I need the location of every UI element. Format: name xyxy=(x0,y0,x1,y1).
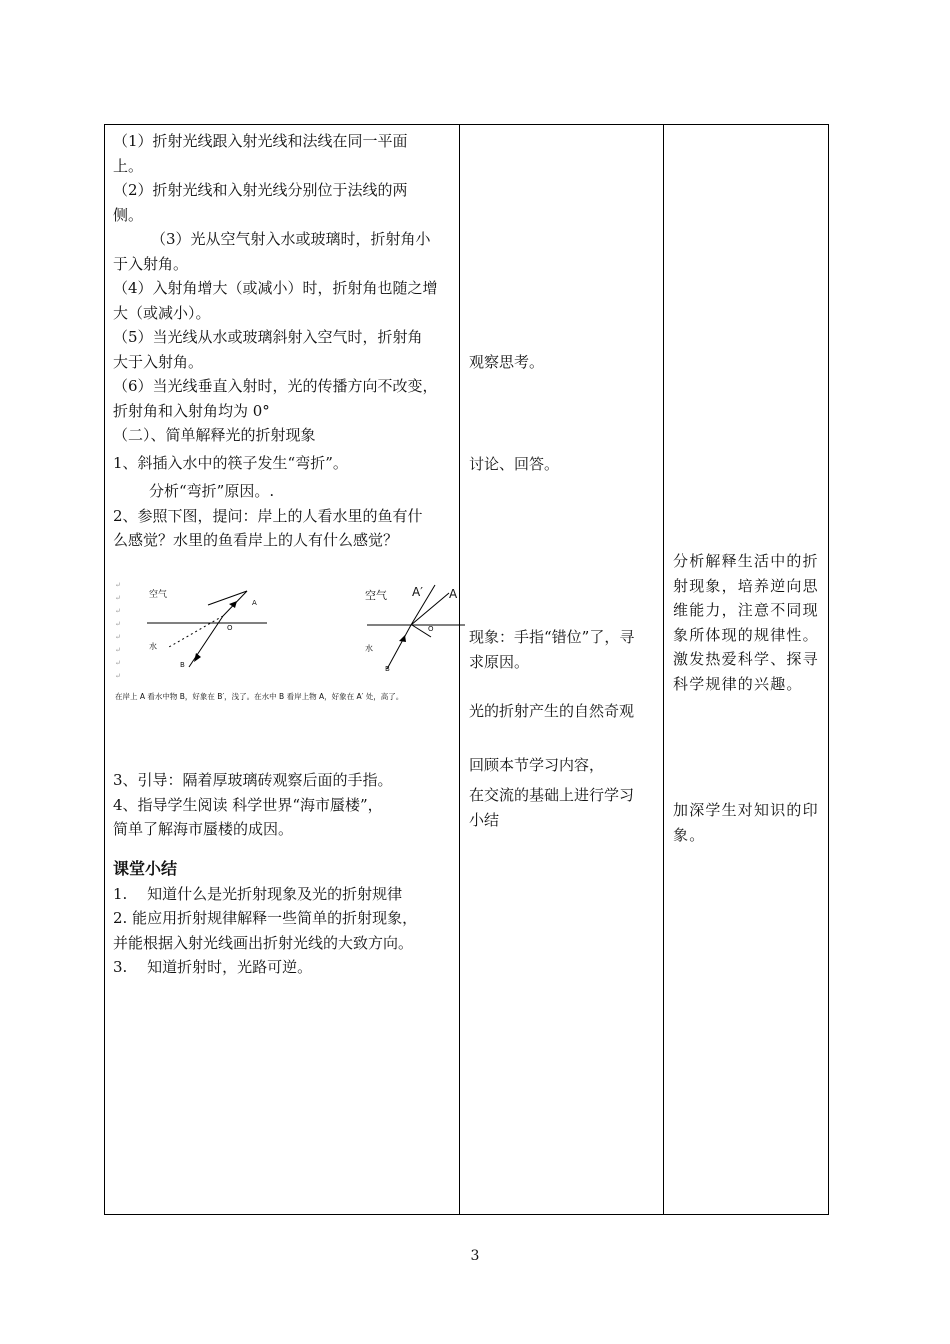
left-o-label: O xyxy=(227,624,233,632)
left-b-label: B xyxy=(180,661,185,669)
item-2-cont: 么感觉？水里的鱼看岸上的人有什么感觉？ xyxy=(113,531,399,549)
refraction-figure xyxy=(109,577,457,705)
paragraph-marks: ↵ ↵ ↵ ↵ ↵ ↵ ↵ ↵ xyxy=(115,581,121,680)
item-1: 1、斜插入水中的筷子发生“弯折”。 xyxy=(113,453,348,472)
item-4-cont: 简单了解海市蜃楼的成因。 xyxy=(113,820,294,838)
figure-caption: 在岸上 A 看水中物 B，好象在 B′，浅了。在水中 B 看岸上物 A，好象在 A′ 处，高了。 xyxy=(115,692,404,701)
rule-5: （5）当光线从水或玻璃斜射入空气时，折射角 xyxy=(113,328,423,346)
summary-item-2: 2. 能应用折射规律解释一些简单的折射现象， xyxy=(113,909,418,927)
item-4: 4、指导学生阅读 科学世界“海市蜃楼”， xyxy=(113,795,383,814)
rule-3-cont: 于入射角。 xyxy=(113,254,189,273)
right-a-prime-label: A′ xyxy=(412,585,423,599)
rule-6: （6）当光线垂直入射时，光的传播方向不改变， xyxy=(113,377,438,395)
activity-observe: 观察思考。 xyxy=(469,353,545,371)
rule-4-cont: 大（或减小）。 xyxy=(113,303,211,322)
activity-review-cont: 在交流的基础上进行学习 xyxy=(469,786,635,804)
activity-phenomenon-cont: 求原因。 xyxy=(469,653,530,671)
right-a-label: A xyxy=(449,587,458,601)
activity-review-cont2: 小结 xyxy=(469,811,500,829)
left-a-label: A xyxy=(252,599,257,607)
rule-1-cont: 上。 xyxy=(113,156,144,175)
right-air-label: 空气 xyxy=(365,589,387,602)
rule-6-cont: 折射角和入射角均为 0° xyxy=(113,401,270,420)
teaching-content-column xyxy=(105,125,459,1214)
rule-2-cont: 侧。 xyxy=(113,205,144,224)
section-heading: （二）、简单解释光的折射现象 xyxy=(113,426,316,444)
activity-phenomenon: 现象：手指“错位”了，寻 xyxy=(469,628,635,646)
rule-1: （1）折射光线跟入射光线和法线在同一平面 xyxy=(113,132,408,150)
intent-impression: 加深学生对知识的印象。 xyxy=(673,801,819,844)
right-water-label: 水 xyxy=(365,644,373,653)
activity-discuss: 讨论、回答。 xyxy=(469,455,560,473)
summary-item-3: 3. 知道折射时，光路可逆。 xyxy=(113,958,313,976)
student-activity-column xyxy=(459,125,663,1214)
activity-review: 回顾本节学习内容， xyxy=(469,756,605,774)
summary-title: 课堂小结 xyxy=(113,858,178,878)
lesson-table xyxy=(104,124,829,1215)
intent-analysis: 分析解释生活中的折射现象，培养逆向思维能力，注意不同现象所体现的规律性。激发热爱科学、探寻科学规律的兴趣。 xyxy=(673,552,819,693)
design-intent-column xyxy=(663,125,829,1214)
rule-5-cont: 大于入射角。 xyxy=(113,352,204,371)
rule-3: （3）光从空气射入水或玻璃时，折射角小 xyxy=(151,230,431,248)
left-water-label: 水 xyxy=(149,642,157,651)
left-air-label: 空气 xyxy=(149,590,168,600)
rule-2: （2）折射光线和入射光线分别位于法线的两 xyxy=(113,181,408,199)
activity-natural: 光的折射产生的自然奇观 xyxy=(469,702,635,720)
page-number: 3 xyxy=(470,1248,480,1264)
summary-item-2-cont: 并能根据入射光线画出折射光线的大致方向。 xyxy=(113,933,414,952)
summary-item-1: 1. 知道什么是光折射现象及光的折射规律 xyxy=(113,884,403,903)
item-1-analysis: 分析“弯折”原因。. xyxy=(149,482,275,500)
right-b-label: B xyxy=(385,665,390,673)
item-2: 2、参照下图，提问：岸上的人看水里的鱼有什 xyxy=(113,506,423,525)
right-o-label: O xyxy=(428,625,434,633)
item-3: 3、引导：隔着厚玻璃砖观察后面的手指。 xyxy=(113,771,393,789)
rule-4: （4）入射角增大（或减小）时，折射角也随之增 xyxy=(113,279,438,297)
